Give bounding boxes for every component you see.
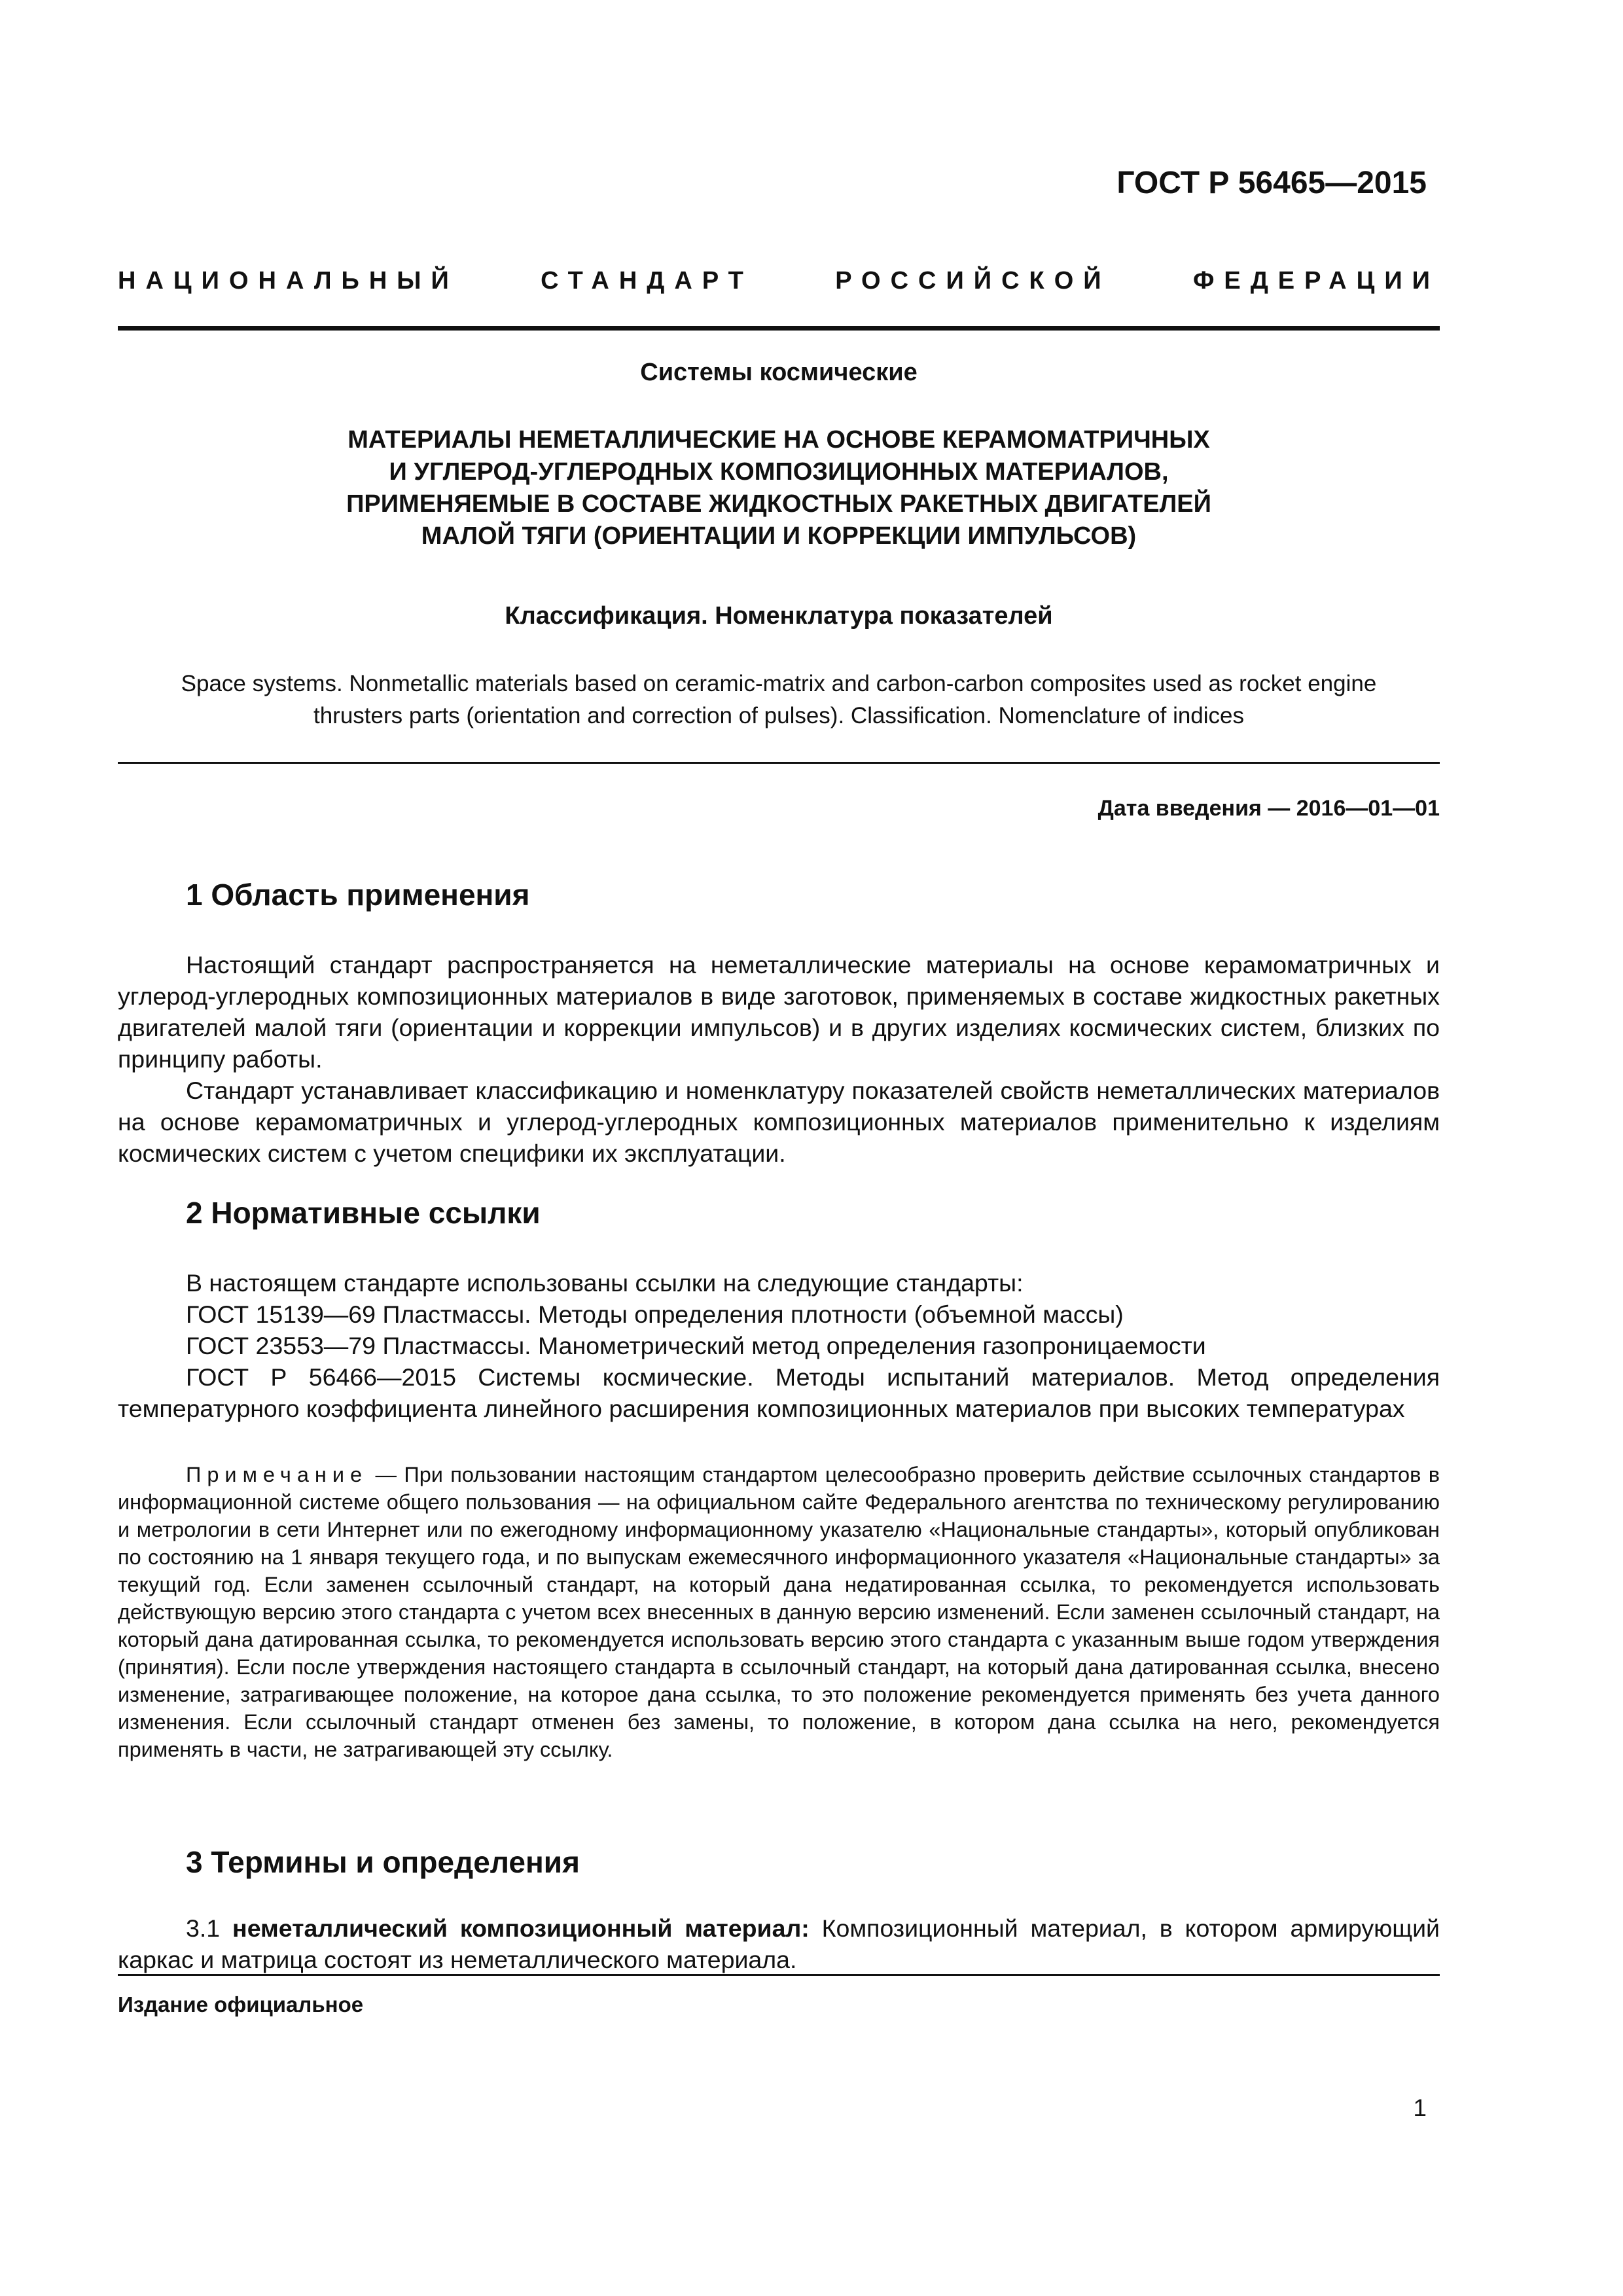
title-line: ПРИМЕНЯЕМЫЕ В СОСТАВЕ ЖИДКОСТНЫХ РАКЕТНЫХ ДВИГАТЕЛЕЙ — [346, 490, 1211, 518]
definition: Композиционный материал, в котором армирующий каркас и матрица состоят из неметаллического материала. — [118, 1914, 1440, 1973]
paragraph: Стандарт устанавливает классификацию и номенклатуру показателей свойств неметаллических материалов на основе керамоматричных и углерод-углеродных композиционных материалов применительно к изделиям космических систем с учетом специфики их эксплуатации. — [118, 1077, 1440, 1167]
reference-item: ГОСТ 15139—69 Пластмассы. Методы определения плотности (объемной массы) — [186, 1300, 1124, 1328]
reference-item: ГОСТ 23553—79 Пластмассы. Манометрический метод определения газопроницаемости — [186, 1332, 1206, 1359]
title-divider — [118, 762, 1440, 764]
standard-subtitle: Классификация. Номенклатура показателей — [505, 602, 1053, 630]
introduction-date: Дата введения — 2016—01—01 — [1097, 796, 1440, 821]
term-definition — [118, 1912, 1440, 1975]
term: неметаллический композиционный материал: — [232, 1914, 810, 1942]
english-title-line: Space systems. Nonmetallic materials based on ceramic-matrix and carbon-carbon composites used as rocket engine — [181, 671, 1377, 696]
section-2-body — [118, 1267, 1440, 1424]
banner-word: ФЕДЕРАЦИИ — [1192, 267, 1440, 295]
section-1-heading: 1 Область применения — [186, 878, 530, 912]
paragraph: В настоящем стандарте использованы ссылки на следующие стандарты: — [186, 1269, 1024, 1297]
section-1-body — [118, 949, 1440, 1169]
header-divider — [118, 326, 1440, 331]
note-block — [118, 1461, 1440, 1763]
banner-word: НАЦИОНАЛЬНЫЙ — [118, 267, 459, 295]
section-3-body — [118, 1912, 1440, 1975]
title-line: И УГЛЕРОД-УГЛЕРОДНЫХ КОМПОЗИЦИОННЫХ МАТЕРИАЛОВ, — [389, 458, 1169, 486]
title-line: МАТЕРИАЛЫ НЕМЕТАЛЛИЧЕСКИЕ НА ОСНОВЕ КЕРАМОМАТРИЧНЫХ — [348, 426, 1210, 454]
paragraph: Настоящий стандарт распространяется на неметаллические материалы на основе керамоматричных и углерод-углеродных композиционных материалов в виде заготовок, применяемых в составе жидкостных ракетных двигателей малой тяги (ориентации и коррекции импульсов) и в других изделиях космических систем, близких по принципу работы. — [118, 951, 1440, 1073]
title-line: МАЛОЙ ТЯГИ (ОРИЕНТАЦИИ И КОРРЕКЦИИ ИМПУЛЬСОВ) — [421, 522, 1137, 550]
banner-word: СТАНДАРТ — [541, 267, 753, 295]
banner-word: РОССИЙСКОЙ — [835, 267, 1111, 295]
page-number: 1 — [1413, 2094, 1427, 2121]
reference-item: ГОСТ Р 56466—2015 Системы космические. Методы испытаний материалов. Метод определения температурного коэффициента линейного расширения композиционных материалов при высоких температурах — [118, 1363, 1440, 1422]
footer-divider — [118, 1974, 1440, 1976]
section-3-heading: 3 Термины и определения — [186, 1845, 580, 1879]
note-label: Примечание — [186, 1463, 368, 1486]
term-number: 3.1 — [186, 1914, 221, 1942]
note-paragraph — [118, 1461, 1440, 1763]
english-title-line: thrusters parts (orientation and correction of pulses). Classification. Nomenclature of indices — [313, 703, 1245, 728]
standard-series: Системы космические — [640, 359, 918, 386]
standard-title — [118, 424, 1440, 552]
note-text: — При пользовании настоящим стандартом целесообразно проверить действие ссылочных стандартов в информационной системе общего пользования — на официальном сайте Федерального агентства по техническому регулированию и метрологии в сети Интернет или по ежегодному информационному указателю «Национальные стандарты», который опубликован по состоянию на 1 января текущего года, и по выпускам ежемесячного информационного указателя «Национальные стандарты» за текущий год. Если заменен ссылочный стандарт, на который дана недатированная ссылка, то рекомендуется использовать действующую версию этого стандарта с учетом всех внесенных в данную версию изменений. Если заменен ссылочный стандарт, на который дана датированная ссылка, то рекомендуется использовать версию этого стандарта с указанным выше годом утверждения (принятия). Если после утверждения настоящего стандарта в ссылочный стандарт, на который дана датированная ссылка, внесено изменение, затрагивающее положение, на которое дана ссылка, то это положение рекомендуется применять без учета данного изменения. Если ссылочный стандарт отменен без замены, то положение, в котором дана ссылка на него, рекомендуется применять в части, не затрагивающей эту ссылку. — [118, 1463, 1440, 1761]
document-number: ГОСТ Р 56465—2015 — [1116, 166, 1427, 200]
official-edition-label: Издание официальное — [118, 1992, 364, 2017]
section-2-heading: 2 Нормативные ссылки — [186, 1196, 541, 1230]
national-standard-banner — [118, 267, 1440, 295]
english-title — [118, 668, 1440, 732]
